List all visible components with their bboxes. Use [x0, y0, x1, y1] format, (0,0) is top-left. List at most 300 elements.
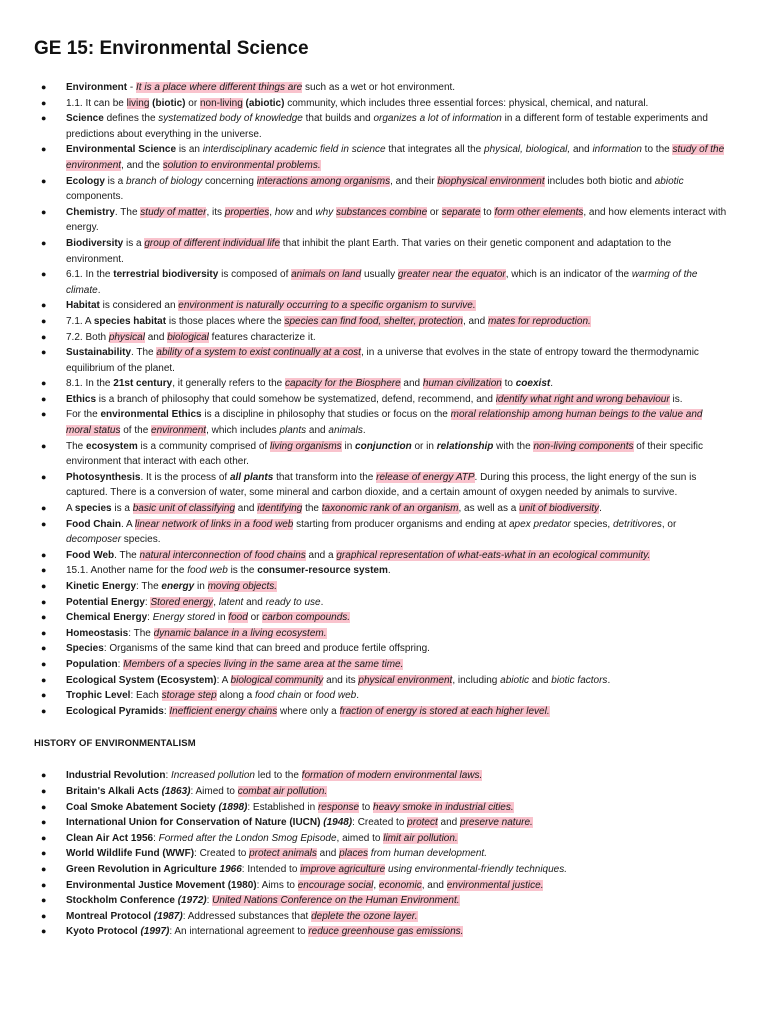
list-item	[38, 517, 728, 548]
highlight: greater near the equator	[397, 269, 506, 281]
text: is.	[669, 393, 683, 405]
text: . During this process, the light energy of the sun is captured. There is a conversion of water, some mineral and carbon dioxide, and a certain amount of oxygen needed by animals to survive.	[66, 471, 697, 499]
text: : The	[128, 627, 154, 639]
text-italic: apex predator	[509, 518, 571, 530]
text: in	[341, 440, 356, 452]
text: such as a wet or hot environment.	[302, 82, 456, 93]
highlight: food	[228, 612, 248, 624]
text: : Created to	[194, 848, 250, 860]
text-italic: Formed after the London Smog Episode	[158, 832, 337, 844]
text: or in	[411, 440, 437, 452]
text: , and the	[121, 159, 163, 171]
text-italic: decomposer	[66, 534, 122, 546]
text-bold-italic: conjunction	[355, 440, 412, 452]
text-italic: why	[315, 206, 336, 218]
list-item	[38, 626, 728, 642]
highlight: response	[317, 801, 360, 813]
text: 1.1. It can be	[66, 97, 127, 109]
term-bold: Kinetic Energy	[66, 581, 137, 592]
text: to	[480, 206, 495, 218]
text: in	[214, 612, 229, 624]
list-item	[38, 174, 728, 205]
term-bold: Stockholm Conference	[66, 895, 178, 907]
list-item	[38, 673, 728, 689]
highlight: dynamic balance in a living ecosystem.	[153, 627, 327, 639]
term-bold: Science	[66, 113, 104, 125]
text: or	[301, 690, 316, 702]
term-bold: Environmental Justice Movement (1980)	[66, 879, 257, 891]
highlight: living	[126, 97, 150, 109]
text: :	[144, 596, 151, 608]
text: or	[247, 612, 263, 624]
text: :	[163, 705, 170, 717]
text: and	[400, 378, 423, 390]
text: : A	[216, 674, 231, 686]
term-bold: Food Web	[66, 549, 115, 561]
list-item	[38, 407, 728, 438]
text: : Created to	[352, 817, 408, 829]
text: :	[165, 770, 172, 782]
highlight: protect	[407, 817, 438, 829]
term-bold: Sustainability	[66, 347, 132, 359]
text: is a	[104, 175, 127, 187]
highlight: substances combine	[335, 206, 428, 218]
highlight: release of energy ATP	[376, 471, 475, 483]
text: ,	[213, 596, 219, 608]
text-italic: food web	[187, 565, 228, 577]
text: 8.1. In the	[66, 378, 114, 390]
list-item	[38, 704, 728, 720]
term-bold: 21st century	[113, 378, 173, 390]
text: and	[437, 817, 460, 829]
text: and	[316, 848, 340, 860]
highlight: non-living components	[533, 440, 634, 452]
text: species.	[121, 534, 161, 546]
text: , and their	[390, 175, 438, 187]
text: that inhibit the plant Earth. That varies on their genetic component and adaptation to the environment.	[66, 237, 672, 265]
text: , including	[452, 674, 501, 686]
text: species,	[570, 518, 613, 530]
text: :	[147, 612, 153, 624]
list-item	[38, 595, 728, 611]
list-item	[38, 768, 728, 784]
text: 6.1. In the	[66, 269, 114, 281]
highlight: interactions among organisms	[256, 175, 391, 187]
highlight: It is a place where different things are	[136, 82, 303, 93]
term-bold: ecosystem	[86, 440, 138, 452]
highlight: environment	[151, 425, 207, 437]
term-bold: Trophic Level	[66, 690, 131, 702]
list-item	[38, 831, 728, 847]
term-bold: International Union for Conservation of Nature (IUCN)	[66, 817, 324, 829]
term-bold: (biotic)	[149, 97, 186, 109]
highlight: Inefficient energy chains	[169, 705, 278, 717]
term-bold: Chemical Energy	[66, 612, 148, 624]
text-italic: animals	[328, 425, 363, 437]
text: :	[206, 895, 213, 907]
term-bold: Biodiversity	[66, 237, 124, 249]
text: 7.1. A	[66, 315, 94, 327]
text: : Organisms of the same kind that can breed and produce fertile offspring.	[103, 643, 430, 655]
text: or	[185, 97, 200, 109]
text: ,	[269, 206, 275, 218]
list-item	[38, 909, 728, 925]
text: , which includes	[206, 425, 280, 437]
text-bold-italic: (1948)	[323, 817, 353, 829]
highlight: separate	[441, 206, 481, 218]
list-item	[38, 392, 728, 408]
text: to the	[641, 144, 673, 156]
term-list	[38, 80, 728, 719]
list-item	[38, 267, 728, 298]
list-item	[38, 330, 728, 346]
list-item	[38, 688, 728, 704]
list-item	[38, 862, 728, 878]
term-bold: World Wildlife Fund (WWF)	[66, 848, 195, 860]
text: .	[599, 503, 602, 515]
text: and its	[323, 674, 359, 686]
text: and	[529, 674, 552, 686]
list-item	[38, 96, 728, 112]
highlight: physical	[108, 331, 145, 343]
text: . A	[121, 518, 135, 530]
highlight: reduce greenhouse gas emissions.	[308, 926, 464, 938]
term-bold: Britain's Alkali Acts	[66, 785, 162, 797]
text-bold-italic: (1997)	[140, 926, 170, 938]
text-bold-italic: all plants	[229, 471, 274, 483]
text-italic: Increased pollution	[171, 770, 255, 782]
text-bold-italic: relationship	[436, 440, 494, 452]
history-list	[38, 768, 728, 940]
text: , and how elements interact with energy.	[66, 206, 727, 234]
highlight: capacity for the Biosphere	[285, 378, 401, 390]
list-item	[38, 111, 728, 142]
highlight: identifying	[257, 503, 303, 515]
highlight: physical environment	[358, 674, 453, 686]
text-italic: detritivores	[612, 518, 662, 530]
list-item	[38, 878, 728, 894]
text: in a different form of testable experiments and predictions about everything in the universe.	[66, 113, 708, 140]
text: is a branch of philosophy that could somehow be systematized, defend, recommend, and	[96, 393, 496, 405]
text: , in a universe that evolves in the state of entropy toward the thermodynamic equilibrium of the planet.	[66, 347, 699, 374]
highlight: moral relationship among human beings to the value and moral status	[66, 409, 703, 437]
highlight: heavy smoke in industrial cities.	[373, 801, 514, 813]
text: and a	[305, 549, 337, 561]
text-italic: using environmental-friendly techniques.	[385, 863, 568, 875]
text-italic: plants	[279, 425, 307, 437]
term-bold: Green Revolution in Agriculture	[66, 863, 220, 875]
list-item	[38, 641, 728, 657]
text: starting from producer organisms and ending at	[293, 518, 509, 530]
highlight: fraction of energy is stored at each higher level.	[339, 705, 550, 717]
term-bold: Population	[66, 658, 118, 670]
list-item	[38, 501, 728, 517]
text: is a discipline in philosophy that studies or focus on the	[201, 409, 451, 421]
list-item	[38, 298, 728, 314]
term-bold: Habitat	[66, 300, 100, 312]
highlight: Members of a species living in the same area at the same time.	[123, 658, 404, 670]
highlight: study of the environment	[66, 144, 725, 171]
highlight: identify what right and wrong behaviour	[495, 393, 670, 405]
highlight: group of different individual life	[144, 237, 281, 249]
text: community, which includes three essential forces: physical, chemical, and natural.	[284, 97, 649, 109]
text: A	[66, 503, 75, 515]
highlight: environment is naturally occurring to a specific organism to survive.	[178, 300, 476, 312]
term-bold: Species	[66, 643, 104, 655]
highlight: improve agriculture	[300, 863, 386, 875]
term-bold: Clean Air Act 1956	[66, 832, 154, 844]
highlight: preserve nature.	[460, 817, 533, 829]
text: and	[306, 425, 329, 437]
text-italic: Energy stored	[152, 612, 215, 624]
highlight: moving objects.	[207, 581, 278, 592]
term-bold: Ethics	[66, 393, 97, 405]
text: is composed of	[218, 269, 292, 281]
text: ,	[373, 879, 379, 891]
text: where only a	[277, 705, 340, 717]
text: is considered an	[99, 300, 179, 312]
text: For the	[66, 409, 101, 421]
text: is a	[123, 237, 145, 249]
text: or	[427, 206, 442, 218]
text: concerning	[202, 175, 257, 187]
text: , and	[421, 879, 447, 891]
text: .	[550, 378, 553, 390]
highlight: graphical representation of what-eats-what in an ecological community.	[336, 549, 651, 561]
text: that builds and	[302, 113, 374, 125]
text: includes both biotic and	[544, 175, 655, 187]
list-item	[38, 205, 728, 236]
text: : Aims to	[256, 879, 298, 891]
text: is those places where the	[166, 315, 285, 327]
text: .	[356, 690, 360, 702]
text: : Aimed to	[190, 785, 238, 797]
text-italic: latent	[218, 596, 244, 608]
text: . The	[114, 206, 141, 218]
text-italic: abiotic	[654, 175, 684, 187]
term-bold: consumer-resource system	[257, 565, 388, 577]
text: , its	[206, 206, 225, 218]
highlight: economic	[378, 879, 422, 891]
text: along a	[216, 690, 256, 702]
list-item	[38, 800, 728, 816]
highlight: Stored energy	[150, 596, 214, 608]
text: The	[66, 440, 87, 452]
text-italic: organizes a lot of information	[373, 113, 502, 125]
text-bold-italic: (1987)	[153, 910, 183, 922]
text-italic: how	[274, 206, 294, 218]
text: that integrates all the	[385, 144, 485, 156]
text-italic: systematized body of knowledge	[158, 113, 303, 125]
text: . It is the process of	[140, 471, 230, 483]
highlight: protect animals	[249, 848, 317, 860]
highlight: study of matter	[140, 206, 207, 218]
highlight: natural interconnection of food chains	[139, 549, 306, 561]
highlight: linear network of links in a food web	[134, 518, 294, 530]
text: to	[501, 378, 516, 390]
text-bold-italic: (1863)	[161, 785, 191, 797]
text: features characterize it.	[208, 331, 316, 343]
highlight: formation of modern environmental laws.	[301, 770, 483, 782]
section-heading-history: HISTORY OF ENVIRONMENTALISM	[34, 738, 196, 750]
text: .	[320, 596, 324, 608]
highlight: unit of biodiversity	[519, 503, 600, 515]
highlight: animals on land	[291, 269, 362, 281]
list-item	[38, 846, 728, 862]
text: is the	[227, 565, 258, 577]
text-italic: physical, biological,	[484, 144, 571, 156]
text: is an	[176, 144, 203, 156]
text: : Addressed substances that	[182, 910, 312, 922]
highlight: environmental justice.	[446, 879, 544, 891]
term-bold: Homeostasis	[66, 627, 129, 639]
term-bold: Environment	[66, 82, 128, 93]
term-bold: terrestrial biodiversity	[113, 269, 219, 281]
list-item	[38, 345, 728, 376]
text-italic: branch of biology	[126, 175, 203, 187]
text: and	[235, 503, 258, 515]
text: -	[127, 82, 137, 93]
text: : An international agreement to	[169, 926, 309, 938]
highlight: human civilization	[422, 378, 502, 390]
text: .	[362, 425, 366, 437]
text-bold-italic: coexist	[515, 378, 551, 390]
list-item	[38, 439, 728, 470]
highlight: species can find food, shelter, protection	[284, 315, 463, 327]
text: is a community comprised of	[137, 440, 270, 452]
text-bold-italic: (1898)	[218, 801, 248, 813]
highlight: storage step	[161, 690, 217, 702]
term-bold: Kyoto Protocol	[66, 926, 141, 938]
term-bold: Ecology	[66, 175, 105, 187]
highlight: solution to environmental problems.	[162, 159, 321, 171]
list-item	[38, 142, 728, 173]
text-italic: interdisciplinary academic field in science	[202, 144, 386, 156]
text-italic: biotic factors	[551, 674, 608, 686]
list-item	[38, 548, 728, 564]
term-bold: Environmental Science	[66, 144, 177, 156]
text: and	[293, 206, 316, 218]
text-bold-italic: 1966	[219, 863, 242, 875]
text: : The	[136, 581, 162, 592]
text: . The	[131, 347, 157, 359]
text: 15.1. Another name for the	[66, 565, 188, 577]
text: : Each	[130, 690, 162, 702]
text-bold-italic: (1972)	[177, 895, 207, 907]
text: . The	[114, 549, 140, 561]
highlight: deplete the ozone layer.	[311, 910, 418, 922]
text: 7.2. Both	[66, 331, 109, 343]
text: defines the	[103, 113, 159, 125]
term-bold: Chemistry	[66, 206, 115, 218]
highlight: carbon compounds.	[262, 612, 351, 624]
text-italic: ready to use	[265, 596, 321, 608]
term-bold: Photosynthesis	[66, 471, 141, 483]
text: is a	[111, 503, 133, 515]
highlight: biological community	[230, 674, 324, 686]
text: with the	[493, 440, 534, 452]
highlight: combat air pollution.	[237, 785, 328, 797]
text: and	[570, 144, 593, 156]
term-bold: Montreal Protocol	[66, 910, 154, 922]
text: , which is an indicator of the	[505, 269, 632, 281]
highlight: living organisms	[269, 440, 342, 452]
text: , or	[661, 518, 677, 530]
term-bold: Potential Energy	[66, 596, 145, 608]
highlight: taxonomic rank of an organism	[321, 503, 459, 515]
term-bold: Food Chain	[66, 518, 121, 530]
term-bold: Industrial Revolution	[66, 770, 166, 782]
highlight: properties	[224, 206, 270, 218]
text: , and	[462, 315, 488, 327]
list-item	[38, 470, 728, 501]
text: .	[607, 674, 611, 686]
list-item	[38, 924, 728, 940]
text: : Established in	[247, 801, 318, 813]
term-bold: Ecological System (Ecosystem)	[66, 674, 217, 686]
highlight: ability of a system to exist continually at a cost	[156, 347, 361, 359]
text-italic: abiotic	[500, 674, 530, 686]
text: the	[302, 503, 322, 515]
list-item	[38, 376, 728, 392]
text: .	[97, 284, 101, 296]
list-item	[38, 236, 728, 267]
term-bold: (abiotic)	[242, 97, 285, 109]
text-bold-italic: energy	[161, 581, 195, 592]
term-bold: environmental Ethics	[100, 409, 202, 421]
highlight: biophysical environment	[437, 175, 545, 187]
term-bold: Coal Smoke Abatement Society	[66, 801, 219, 813]
list-item	[38, 610, 728, 626]
highlight: basic unit of classifying	[132, 503, 236, 515]
text: :	[117, 658, 124, 670]
text: to	[359, 801, 374, 813]
list-item	[38, 657, 728, 673]
term-bold: species	[74, 503, 112, 515]
term-bold: Ecological Pyramids	[66, 705, 164, 717]
text: of their specific environment that interact with each other.	[66, 440, 703, 468]
text: usually	[361, 269, 398, 281]
list-item	[38, 815, 728, 831]
list-item	[38, 579, 728, 595]
highlight: mates for reproduction.	[487, 315, 591, 327]
text: , as well as a	[458, 503, 520, 515]
text-italic: from human development.	[368, 848, 487, 860]
list-item	[38, 80, 728, 96]
highlight: form other elements	[494, 206, 584, 218]
text-italic: information	[592, 144, 642, 156]
highlight: non-living	[199, 97, 243, 109]
text: .	[387, 565, 391, 577]
page-title: GE 15: Environmental Science	[34, 38, 309, 59]
list-item	[38, 563, 728, 579]
text: in	[194, 581, 208, 592]
highlight: United Nations Conference on the Human Environment.	[212, 895, 460, 907]
term-bold: species habitat	[93, 315, 167, 327]
text-italic: food chain	[255, 690, 302, 702]
list-item	[38, 893, 728, 909]
text: and	[144, 331, 168, 343]
text: led to the	[254, 770, 302, 782]
highlight: places	[339, 848, 369, 860]
text: and	[243, 596, 266, 608]
text: :	[153, 832, 159, 844]
text-italic: warming of the climate	[66, 269, 698, 296]
list-item	[38, 314, 728, 330]
text-italic: food web	[315, 690, 357, 702]
highlight: biological	[167, 331, 209, 343]
list-item	[38, 784, 728, 800]
